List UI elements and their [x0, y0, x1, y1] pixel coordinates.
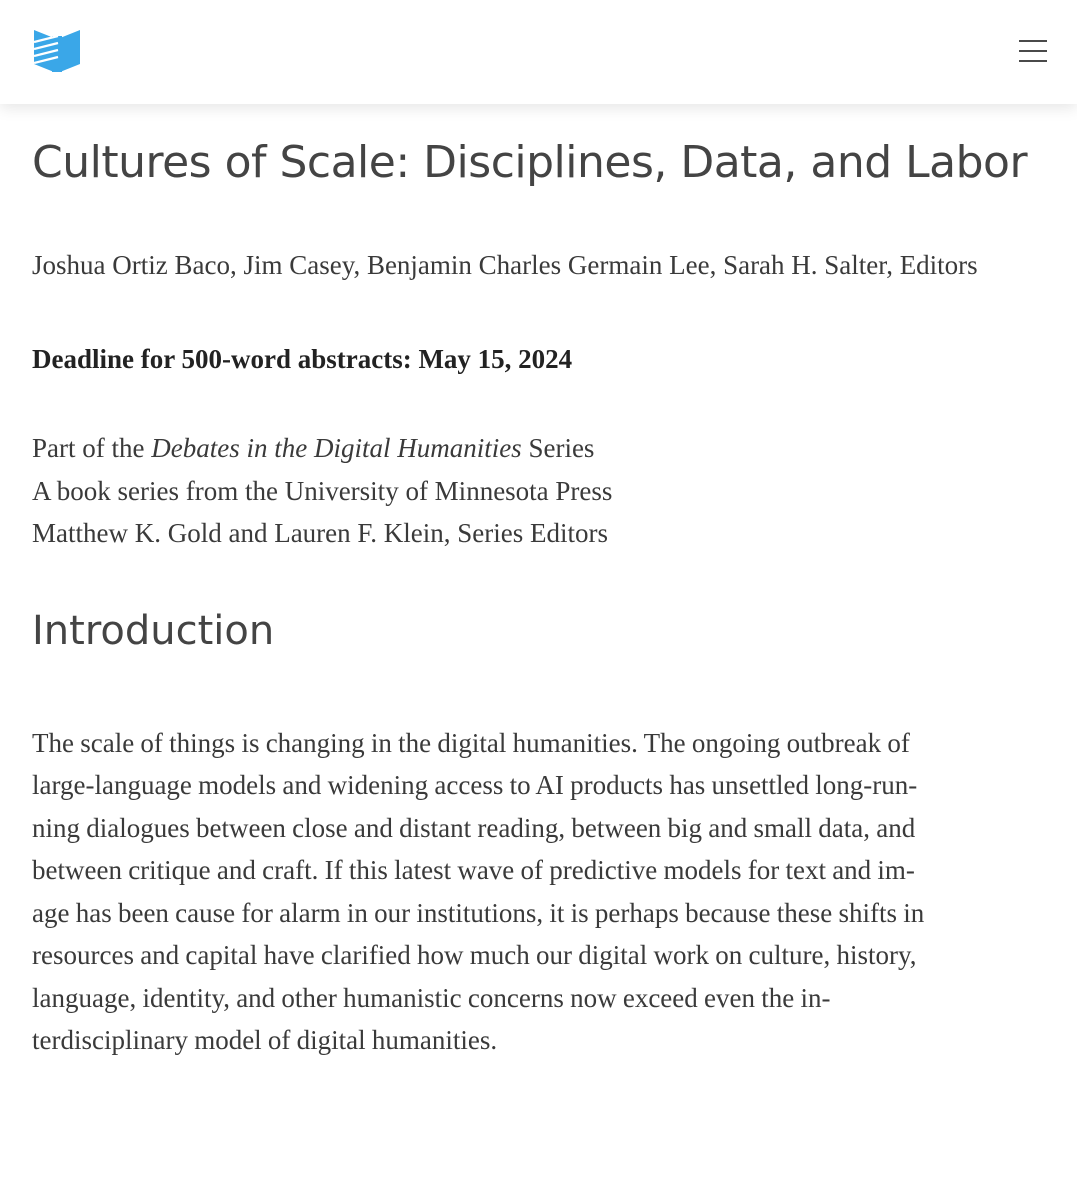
paragraph-line: ning dialogues between close and distant reading, between big and small data, and [32, 812, 916, 843]
paragraph-line: large-language models and widening access to AI products has unsettled long-run- [32, 770, 918, 800]
open-book-logo-icon [34, 28, 80, 74]
site-header [0, 0, 1077, 104]
paragraph-line: between critique and craft. If this latest wave of predictive models for text and im- [32, 855, 915, 885]
editors-line: Joshua Ortiz Baco, Jim Casey, Benjamin Charles Germain Lee, Sarah H. Salter, Editors [32, 250, 978, 280]
hamburger-menu-icon-bar [1019, 40, 1047, 42]
series-info [32, 427, 1052, 555]
series-editors-line: Matthew K. Gold and Lauren F. Klein, Series Editors [32, 518, 608, 548]
paragraph-line: terdisciplinary model of digital humanities. [32, 1025, 498, 1055]
hamburger-menu-icon-bar [1019, 50, 1047, 52]
paragraph-line: language, identity, and other humanistic concerns now exceed even the in- [32, 982, 831, 1013]
series-prefix: Part of the [32, 433, 152, 463]
series-membership-line [32, 427, 1052, 470]
series-suffix: Series [521, 433, 595, 463]
hamburger-menu-icon-bar [1019, 60, 1047, 62]
paragraph-line: The scale of things is changing in the digital humanities. The ongoing outbreak of [32, 727, 910, 758]
site-logo[interactable] [34, 28, 80, 74]
hamburger-menu-button[interactable] [1012, 36, 1052, 68]
series-publisher-line: A book series from the University of Minnesota Press [32, 475, 613, 506]
abstract-deadline: Deadline for 500-word abstracts: May 15, 2024 [32, 343, 573, 374]
introduction-heading: Introduction [32, 607, 275, 654]
paragraph-line: age has been cause for alarm in our institutions, it is perhaps because these shifts in [32, 897, 925, 928]
page-title: Cultures of Scale: Disciplines, Data, and Labor [32, 137, 1028, 188]
series-name: Debates in the Digital Humanities [151, 433, 522, 463]
introduction-paragraph [32, 722, 1050, 1062]
main-content [32, 104, 1052, 1062]
paragraph-line: resources and capital have clarified how much our digital work on culture, history, [32, 940, 917, 970]
